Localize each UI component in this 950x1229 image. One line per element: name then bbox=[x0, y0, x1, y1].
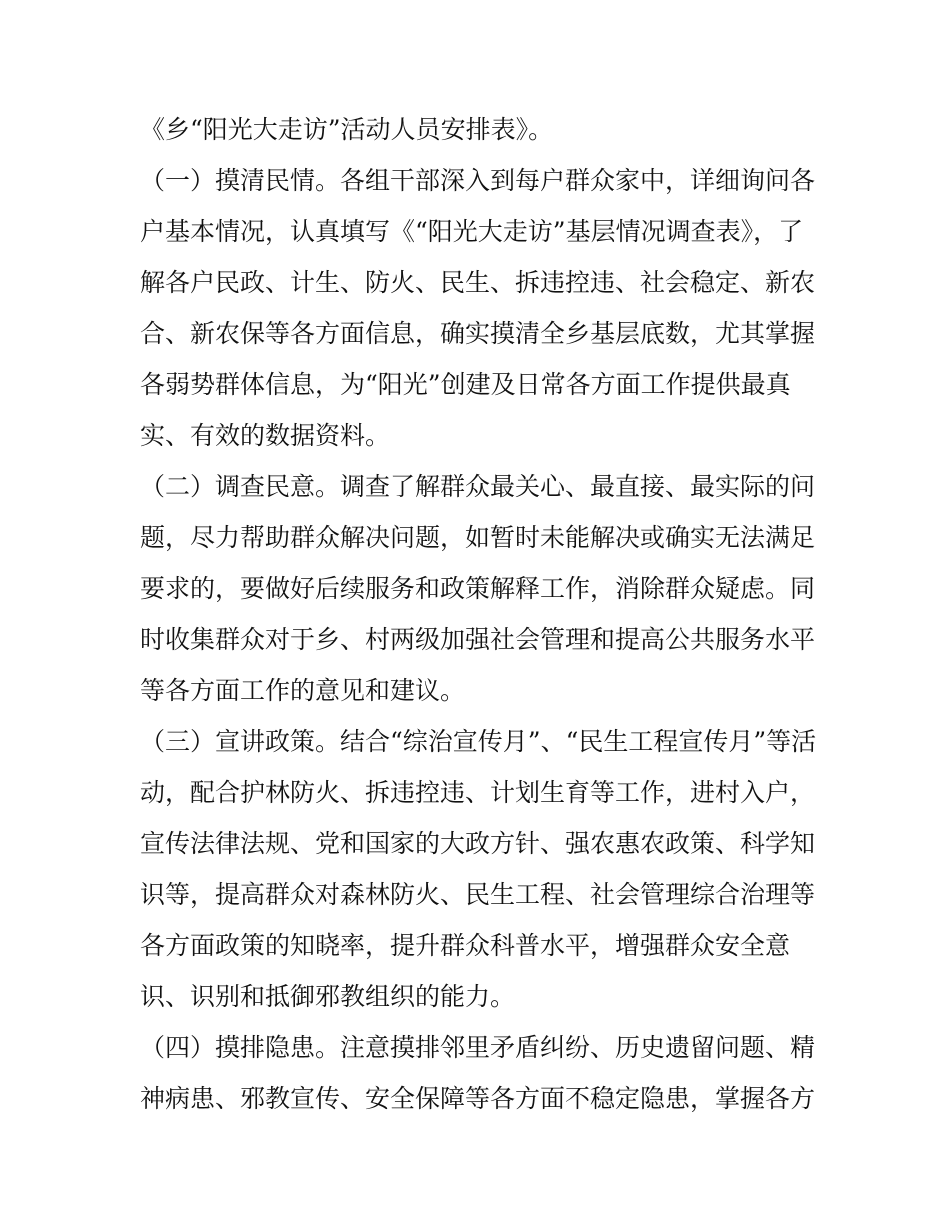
text-line: 各方面政策的知晓率，提升群众科普水平，增强群众安全意 bbox=[140, 931, 791, 960]
text-line: 实、有效的数据资料。 bbox=[140, 421, 391, 450]
text-line: （一）摸清民情。各组干部深入到每户群众家中，详细询问各 bbox=[140, 166, 816, 195]
text-line: （四）摸排隐患。注意摸排邻里矛盾纠纷、历史遗留问题、精 bbox=[140, 1033, 816, 1062]
text-line: 各弱势群体信息，为“阳光”创建及日常各方面工作提供最真 bbox=[140, 370, 791, 399]
text-line: 解各户民政、计生、防火、民生、拆违控违、社会稳定、新农 bbox=[140, 268, 816, 297]
text-line: 识等，提高群众对森林防火、民生工程、社会管理综合治理等 bbox=[140, 880, 816, 909]
paragraph-survey-opinions bbox=[140, 461, 820, 716]
text-line: 合、新农保等各方面信息，确实摸清全乡基层底数，尤其掌握 bbox=[140, 319, 816, 348]
text-line: 神病患、邪教宣传、安全保障等各方面不稳定隐患，掌握各方 bbox=[140, 1084, 816, 1113]
text-line: 识、识别和抵御邪教组织的能力。 bbox=[140, 982, 516, 1011]
text-line: 等各方面工作的意见和建议。 bbox=[140, 676, 466, 705]
text-line: 《乡“阳光大走访”活动人员安排表》。 bbox=[140, 115, 554, 144]
paragraph-schedule-reference bbox=[140, 104, 820, 155]
text-line: （三）宣讲政策。结合“综治宣传月”、“民生工程宣传月”等活 bbox=[140, 727, 817, 756]
text-line: 动，配合护林防火、拆违控违、计划生育等工作，进村入户， bbox=[140, 778, 816, 807]
text-line: （二）调查民意。调查了解群众最关心、最直接、最实际的问 bbox=[140, 472, 816, 501]
text-line: 户基本情况，认真填写《“阳光大走访”基层情况调查表》，了 bbox=[140, 217, 804, 246]
document-body bbox=[140, 104, 820, 1124]
text-line: 时收集群众对于乡、村两级加强社会管理和提高公共服务水平 bbox=[140, 625, 816, 654]
paragraph-investigate-hazards bbox=[140, 1022, 820, 1124]
text-line: 宣传法律法规、党和国家的大政方针、强农惠农政策、科学知 bbox=[140, 829, 816, 858]
text-line: 题，尽力帮助群众解决问题，如暂时未能解决或确实无法满足 bbox=[140, 523, 816, 552]
paragraph-promote-policies bbox=[140, 716, 820, 1022]
text-line: 要求的，要做好后续服务和政策解释工作，消除群众疑虑。同 bbox=[140, 574, 816, 603]
paragraph-understand-conditions bbox=[140, 155, 820, 461]
